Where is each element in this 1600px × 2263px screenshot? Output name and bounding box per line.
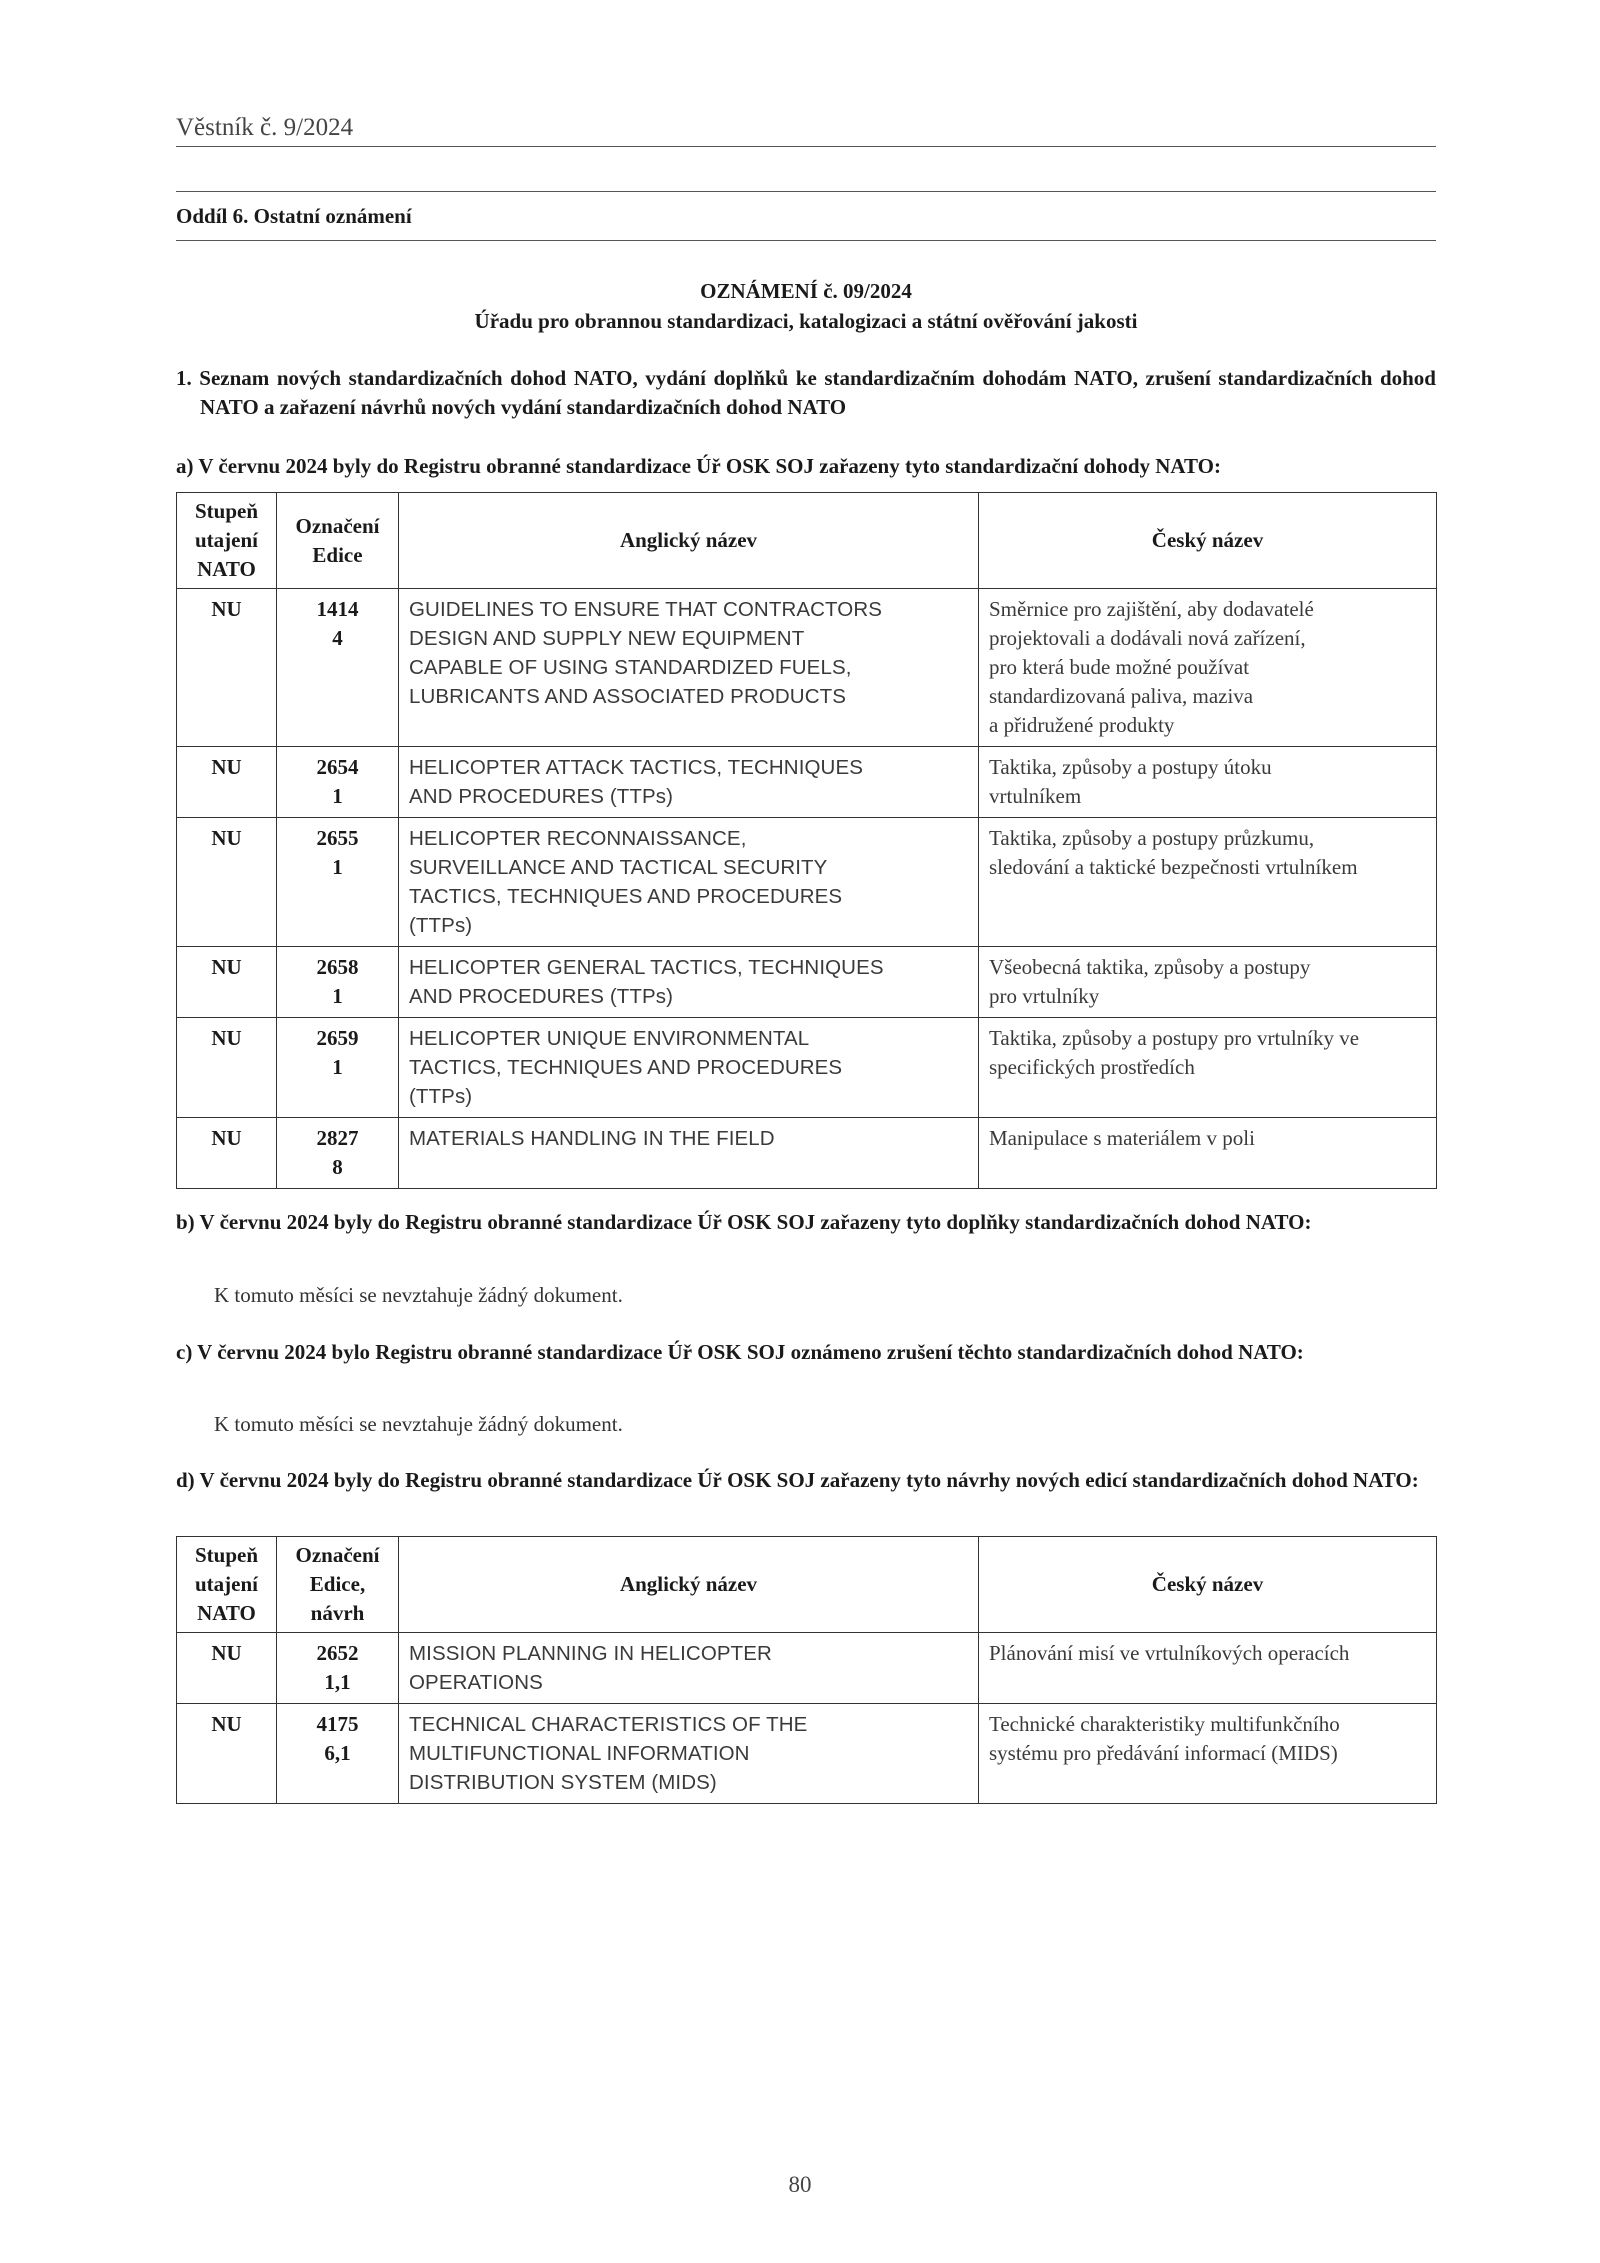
designation-cell	[277, 1018, 399, 1118]
table-row	[177, 589, 1437, 747]
intro-text: 1. Seznam nových standardizačních dohod NATO, vydání doplňků ke standardizačním dohodám NATO, zrušení standardizačních dohod NATO a zařazení návrhů nových vydání standardizačních dohod NATO	[176, 366, 1436, 419]
title-line: AND PROCEDURES (TTPs)	[409, 985, 674, 1008]
title-line: Směrnice pro zajištění, aby dodavatelé	[989, 597, 1314, 621]
english-title-cell	[399, 1633, 979, 1704]
title-line: GUIDELINES TO ENSURE THAT CONTRACTORS	[409, 598, 883, 621]
table-row	[177, 818, 1437, 947]
section-b-heading	[176, 1208, 1436, 1237]
header-classification: Stupeň utajení NATO	[177, 1537, 277, 1633]
english-title-cell	[399, 818, 979, 947]
english-title-cell	[399, 1018, 979, 1118]
stanag-number: 1414	[316, 597, 359, 621]
header-english-title: Anglický název	[399, 493, 979, 589]
section-title: Oddíl 6. Ostatní oznámení	[176, 204, 412, 228]
notice-title: OZNÁMENÍ č. 09/2024	[700, 279, 912, 303]
stanag-number: 2658	[316, 955, 359, 979]
header-czech-title: Český název	[979, 1537, 1437, 1633]
section-rule-top	[176, 191, 1436, 192]
title-line: HELICOPTER GENERAL TACTICS, TECHNIQUES	[409, 956, 884, 979]
table-row	[177, 1018, 1437, 1118]
title-line: a přidružené produkty	[989, 713, 1175, 737]
header-rule	[176, 146, 1436, 147]
title-line: Taktika, způsoby a postupy útoku	[989, 755, 1272, 779]
table-header-row	[177, 1537, 1437, 1633]
classification-cell: NU	[177, 1118, 277, 1189]
title-line: AND PROCEDURES (TTPs)	[409, 785, 674, 808]
czech-title-cell	[979, 1118, 1437, 1189]
stanag-edition: 4	[332, 626, 343, 650]
section-c-note: K tomuto měsíci se nevztahuje žádný dokument.	[214, 1412, 623, 1436]
header-designation: Označení Edice	[277, 493, 399, 589]
stanag-edition: 1,1	[324, 1670, 351, 1694]
title-line: (TTPs)	[409, 1085, 473, 1108]
page-number: 80	[788, 2172, 812, 2197]
classification-cell: NU	[177, 947, 277, 1018]
classification-cell: NU	[177, 1633, 277, 1704]
title-line: HELICOPTER RECONNAISSANCE,	[409, 827, 747, 850]
title-line: MISSION PLANNING IN HELICOPTER	[409, 1642, 772, 1665]
running-header: Věstník č. 9/2024	[176, 114, 354, 141]
czech-title-cell	[979, 747, 1437, 818]
stanag-edition: 1	[332, 784, 343, 808]
czech-title-cell	[979, 1633, 1437, 1704]
title-line: Technické charakteristiky multifunkčního	[989, 1712, 1340, 1736]
table-row	[177, 947, 1437, 1018]
title-line: Manipulace s materiálem v poli	[989, 1126, 1255, 1150]
stanag-number: 2827	[316, 1126, 359, 1150]
title-line: vrtulníkem	[989, 784, 1082, 808]
stanag-number: 2659	[316, 1026, 359, 1050]
stanag-number: 4175	[316, 1712, 359, 1736]
classification-cell: NU	[177, 818, 277, 947]
title-line: DESIGN AND SUPPLY NEW EQUIPMENT	[409, 627, 805, 650]
designation-cell	[277, 818, 399, 947]
title-line: SURVEILLANCE AND TACTICAL SECURITY	[409, 856, 828, 879]
english-title-cell	[399, 1118, 979, 1189]
section-c-heading	[176, 1338, 1436, 1367]
table-header-row	[177, 493, 1437, 589]
stanag-number: 2655	[316, 826, 359, 850]
title-line: pro která bude možné používat	[989, 655, 1250, 679]
designation-cell	[277, 747, 399, 818]
section-b-note: K tomuto měsíci se nevztahuje žádný dokument.	[214, 1283, 623, 1307]
classification-cell: NU	[177, 1704, 277, 1804]
notice-subtitle: Úřadu pro obrannou standardizaci, katalogizaci a státní ověřování jakosti	[474, 309, 1138, 333]
table-row	[177, 1118, 1437, 1189]
czech-title-cell	[979, 589, 1437, 747]
section-d-heading-text: d) V červnu 2024 byly do Registru obranné standardizace Úř OSK SOJ zařazeny tyto návrhy nových edicí standardizačních dohod NATO:	[176, 1468, 1419, 1492]
designation-cell	[277, 947, 399, 1018]
section-c-heading-text: c) V červnu 2024 bylo Registru obranné standardizace Úř OSK SOJ oznámeno zrušení těchto standardizačních dohod NATO:	[176, 1340, 1304, 1364]
intro-paragraph	[176, 364, 1436, 422]
table-row	[177, 1704, 1437, 1804]
designation-cell	[277, 1633, 399, 1704]
title-line: Taktika, způsoby a postupy pro vrtulníky ve	[989, 1026, 1360, 1050]
designation-cell	[277, 1704, 399, 1804]
stanag-edition: 1	[332, 1055, 343, 1079]
title-line: standardizovaná paliva, maziva	[989, 684, 1254, 708]
title-line: projektovali a dodávali nová zařízení,	[989, 626, 1306, 650]
title-line: Plánování misí ve vrtulníkových operacích	[989, 1641, 1350, 1665]
title-line: systému pro předávání informací (MIDS)	[989, 1741, 1338, 1765]
stanag-edition: 1	[332, 855, 343, 879]
stanag-table-a	[176, 492, 1437, 1189]
classification-cell: NU	[177, 1018, 277, 1118]
stanag-edition: 6,1	[324, 1741, 351, 1765]
section-a-heading	[176, 452, 1436, 481]
header-czech-title: Český název	[979, 493, 1437, 589]
title-line: MATERIALS HANDLING IN THE FIELD	[409, 1127, 775, 1150]
header-designation: Označení Edice, návrh	[277, 1537, 399, 1633]
title-line: (TTPs)	[409, 914, 473, 937]
classification-cell: NU	[177, 747, 277, 818]
title-line: CAPABLE OF USING STANDARDIZED FUELS,	[409, 656, 852, 679]
section-d-heading	[176, 1466, 1436, 1495]
designation-cell	[277, 1118, 399, 1189]
table-row	[177, 1633, 1437, 1704]
title-line: pro vrtulníky	[989, 984, 1100, 1008]
czech-title-cell	[979, 818, 1437, 947]
title-line: Všeobecná taktika, způsoby a postupy	[989, 955, 1311, 979]
title-line: TACTICS, TECHNIQUES AND PROCEDURES	[409, 885, 843, 908]
english-title-cell	[399, 589, 979, 747]
section-a-heading-text: a) V červnu 2024 byly do Registru obranné standardizace Úř OSK SOJ zařazeny tyto standardizační dohody NATO:	[176, 454, 1221, 478]
title-line: sledování a taktické bezpečnosti vrtulníkem	[989, 855, 1358, 879]
title-line: TECHNICAL CHARACTERISTICS OF THE	[409, 1713, 808, 1736]
stanag-number: 2654	[316, 755, 359, 779]
table-row	[177, 747, 1437, 818]
english-title-cell	[399, 747, 979, 818]
header-english-title: Anglický název	[399, 1537, 979, 1633]
stanag-edition: 8	[332, 1155, 343, 1179]
title-line: HELICOPTER ATTACK TACTICS, TECHNIQUES	[409, 756, 864, 779]
czech-title-cell	[979, 947, 1437, 1018]
title-line: Taktika, způsoby a postupy průzkumu,	[989, 826, 1315, 850]
title-line: TACTICS, TECHNIQUES AND PROCEDURES	[409, 1056, 843, 1079]
title-line: OPERATIONS	[409, 1671, 543, 1694]
classification-cell: NU	[177, 589, 277, 747]
english-title-cell	[399, 947, 979, 1018]
stanag-number: 2652	[316, 1641, 359, 1665]
title-line: DISTRIBUTION SYSTEM (MIDS)	[409, 1771, 717, 1794]
title-line: HELICOPTER UNIQUE ENVIRONMENTAL	[409, 1027, 810, 1050]
section-b-heading-text: b) V červnu 2024 byly do Registru obranné standardizace Úř OSK SOJ zařazeny tyto doplňky standardizačních dohod NATO:	[176, 1210, 1312, 1234]
title-line: specifických prostředích	[989, 1055, 1195, 1079]
english-title-cell	[399, 1704, 979, 1804]
czech-title-cell	[979, 1704, 1437, 1804]
stanag-table-d	[176, 1536, 1437, 1804]
stanag-edition: 1	[332, 984, 343, 1008]
section-rule-bottom	[176, 240, 1436, 241]
czech-title-cell	[979, 1018, 1437, 1118]
header-classification: Stupeň utajení NATO	[177, 493, 277, 589]
title-line: MULTIFUNCTIONAL INFORMATION	[409, 1742, 750, 1765]
designation-cell	[277, 589, 399, 747]
title-line: LUBRICANTS AND ASSOCIATED PRODUCTS	[409, 685, 847, 708]
